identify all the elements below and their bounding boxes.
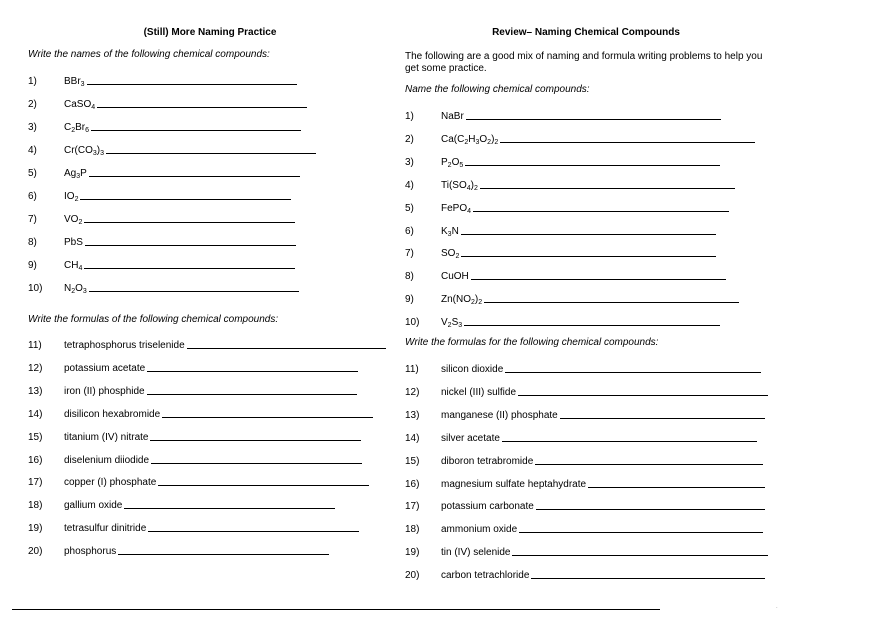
question-number: 14) [28,408,43,420]
compound-name: silver acetate [441,432,500,444]
question-number: 15) [28,431,43,443]
question-item [405,430,757,444]
question-item [28,360,358,374]
question-item [405,314,720,328]
question-number: 7) [28,214,37,225]
question-number: 18) [405,524,420,536]
question-item [405,498,765,512]
formula-part: ) [491,133,495,145]
right-names-instruction: Name the following chemical compounds: [405,84,590,95]
question-item [405,521,763,535]
right-title: Review– Naming Chemical Compounds [492,27,680,38]
answer-blank[interactable] [473,211,729,212]
question-item [405,361,761,375]
formula-part: S [451,317,459,329]
chemical-formula [441,134,500,145]
formula-part: PbS [64,237,83,248]
formula-part: V [441,317,448,329]
page-mark: . [776,604,778,610]
chemical-formula [441,203,473,214]
formula-subscript: 2 [447,322,452,330]
formula-subscript: 4 [466,184,471,192]
question-item [28,73,297,87]
answer-blank[interactable] [560,418,765,419]
answer-blank[interactable] [124,508,335,509]
answer-blank[interactable] [464,325,720,326]
answer-blank[interactable] [461,256,716,257]
formula-part: P [80,168,87,179]
compound-name: titanium (IV) nitrate [64,431,149,443]
answer-blank[interactable] [531,578,765,579]
question-number: 19) [28,523,43,535]
question-item [28,165,300,179]
answer-blank[interactable] [484,302,739,303]
question-item [405,268,726,282]
answer-blank[interactable] [80,199,291,200]
question-number: 1) [405,111,414,122]
question-item [405,567,765,581]
answer-blank[interactable] [588,487,765,488]
question-item [405,476,765,490]
formula-subscript: 5 [459,161,464,169]
compound-name: potassium acetate [64,362,146,374]
answer-blank[interactable] [158,485,369,486]
answer-blank[interactable] [147,371,358,372]
answer-blank[interactable] [187,348,386,349]
question-item [28,429,361,443]
question-number: 18) [28,500,43,512]
right-intro-line-2: get some practice. [405,63,487,74]
answer-blank[interactable] [147,394,357,395]
question-number: 5) [28,168,37,179]
answer-blank[interactable] [91,130,301,131]
answer-blank[interactable] [118,554,329,555]
question-number: 13) [28,385,43,397]
question-item [28,234,296,248]
formula-part: P [441,156,448,168]
question-item [405,131,755,145]
formula-subscript: 4 [91,104,96,111]
question-number: 15) [405,455,420,467]
question-item [28,474,369,488]
question-number: 20) [28,546,43,558]
compound-name: phosphorus [64,546,117,558]
chemical-formula [64,145,106,156]
formula-part: ) [96,145,101,156]
formula-part: Zn(NO [441,294,471,306]
answer-blank[interactable] [148,531,359,532]
formula-part: H [468,133,476,145]
chemical-formula [64,168,89,179]
question-number: 11) [405,364,419,375]
question-number: 6) [405,225,414,237]
chemical-formula [64,260,84,271]
answer-blank[interactable] [535,464,763,465]
question-item [405,223,716,237]
question-item [28,188,291,202]
formula-subscript: 2 [474,184,478,192]
question-number: 12) [405,386,420,398]
compound-name: silicon dioxide [441,364,504,375]
question-item [28,337,386,351]
question-number: 17) [28,477,43,489]
formula-subscript: 3 [100,150,105,157]
formula-part: ) [474,294,479,306]
answer-blank[interactable] [89,176,300,177]
right-intro [405,51,762,75]
chemical-formula [64,214,84,225]
formula-part: N [64,283,72,294]
question-number: 16) [28,454,43,466]
footer-rule [12,609,660,610]
formula-subscript: 3 [82,288,87,295]
compound-name: disilicon hexabromide [64,408,161,420]
answer-blank[interactable] [84,268,295,269]
question-item [28,497,335,511]
question-item [28,383,357,397]
formula-part: CuOH [441,271,469,283]
formula-subscript: 2 [447,161,452,169]
formula-part: O [75,283,83,294]
question-number: 1) [28,76,37,87]
formula-subscript: 2 [78,219,83,226]
question-number: 2) [28,99,37,110]
compound-name: nickel (III) sulfide [441,386,517,398]
compound-name: gallium oxide [64,500,123,512]
formula-part: CH [64,260,79,271]
chemical-formula [64,191,80,202]
left-formulas-instruction: Write the formulas of the following chemical compounds: [28,314,279,325]
compound-name: ammonium oxide [441,524,518,536]
formula-part: IO [64,191,75,202]
question-item [28,406,373,420]
compound-name: tetraphosphorus triselenide [64,340,185,351]
compound-name: potassium carbonate [441,501,534,513]
answer-blank[interactable] [162,417,373,418]
formula-subscript: 2 [487,138,492,146]
question-item [405,177,735,191]
formula-subscript: 3 [76,173,81,180]
question-item [405,200,729,214]
question-number: 12) [28,362,43,374]
question-number: 2) [405,133,414,145]
question-item [28,520,359,534]
question-number: 4) [405,179,414,191]
formula-subscript: 2 [471,299,475,307]
question-item [28,211,295,225]
chemical-formula [441,271,471,282]
question-number: 7) [405,248,414,260]
formula-subscript: 4 [467,207,472,215]
formula-part: Br [75,122,86,133]
formula-subscript: 3 [447,230,452,238]
formula-subscript: 2 [494,138,499,146]
chemical-formula [441,248,461,259]
question-number: 10) [405,317,420,329]
question-number: 5) [405,202,414,214]
question-number: 3) [405,156,414,168]
chemical-formula [441,157,465,168]
question-number: 9) [28,260,37,271]
question-number: 17) [405,501,420,513]
left-title: (Still) More Naming Practice [143,27,277,38]
formula-part: C [64,122,72,133]
compound-name: tetrasulfur dinitride [64,523,147,535]
formula-part: K [441,225,448,237]
answer-blank[interactable] [519,532,763,533]
chemical-formula [441,111,466,122]
question-number: 9) [405,294,414,306]
chemical-formula [64,237,85,248]
formula-part: Ti(SO [441,179,467,191]
question-item [405,384,768,398]
chemical-formula [441,317,464,328]
question-number: 14) [405,432,420,444]
compound-name: iron (II) phosphide [64,385,145,397]
question-number: 8) [405,271,414,283]
answer-blank[interactable] [151,463,362,464]
formula-part: Cr(CO [64,145,93,156]
answer-blank[interactable] [502,441,757,442]
question-item [405,154,720,168]
formula-part: O [479,133,488,145]
formula-subscript: 3 [92,150,97,157]
chemical-formula [441,226,461,237]
answer-blank[interactable] [89,291,299,292]
compound-name: diboron tetrabromide [441,455,534,467]
answer-blank[interactable] [500,142,755,143]
chemical-formula [441,180,480,191]
answer-blank[interactable] [518,395,768,396]
formula-part: VO [64,214,79,225]
question-number: 20) [405,570,420,582]
question-item [405,245,716,259]
answer-blank[interactable] [512,555,768,556]
question-number: 4) [28,145,37,156]
question-number: 8) [28,237,37,248]
formula-part: ) [470,179,474,191]
answer-blank[interactable] [465,165,720,166]
question-item [405,291,739,305]
question-item [28,543,329,557]
question-item [28,452,362,466]
question-item [28,96,307,110]
formula-subscript: 2 [71,127,76,134]
compound-name: tin (IV) selenide [441,547,511,559]
answer-blank[interactable] [85,245,296,246]
question-item [28,142,316,156]
question-number: 16) [405,478,420,490]
chemical-formula [441,294,484,305]
question-number: 19) [405,547,420,559]
question-item [405,407,765,421]
formula-subscript: 4 [78,265,83,272]
answer-blank[interactable] [150,440,361,441]
chemical-formula [64,122,91,133]
answer-blank[interactable] [536,509,765,510]
formula-part: NaBr [441,111,464,122]
question-number: 6) [28,191,37,202]
formula-subscript: 2 [71,288,76,295]
formula-subscript: 3 [80,81,85,88]
answer-blank[interactable] [84,222,295,223]
chemical-formula [64,76,87,87]
right-formulas-instruction: Write the formulas for the following chemical compounds: [405,337,659,348]
formula-subscript: 3 [475,138,480,146]
answer-blank[interactable] [466,119,721,120]
question-item [28,119,301,133]
compound-name: carbon tetrachloride [441,570,530,582]
formula-part: N [451,225,459,237]
formula-subscript: 2 [464,138,469,146]
compound-name: manganese (II) phosphate [441,409,558,421]
formula-part: CaSO [64,99,92,110]
left-names-instruction: Write the names of the following chemical compounds: [28,49,270,60]
answer-blank[interactable] [106,153,316,154]
compound-name: copper (I) phosphate [64,477,157,489]
answer-blank[interactable] [97,107,307,108]
formula-subscript: 2 [478,299,483,307]
right-intro-line-1: The following are a good mix of naming and formula writing problems to help you [405,51,763,62]
formula-part: Ag [64,168,77,179]
compound-name: magnesium sulfate heptahydrate [441,478,587,490]
chemical-formula [64,283,89,294]
answer-blank[interactable] [87,84,297,85]
question-number: 10) [28,283,43,294]
question-item [28,280,299,294]
answer-blank[interactable] [471,279,726,280]
formula-part: BBr [64,76,81,87]
compound-name: diselenium diiodide [64,454,150,466]
question-number: 11) [28,340,42,351]
formula-part: SO [441,248,456,260]
question-item [405,108,721,122]
formula-part: Ca(C [441,133,465,145]
question-number: 13) [405,409,420,421]
answer-blank[interactable] [505,372,761,373]
question-item [405,544,768,558]
answer-blank[interactable] [461,234,716,235]
formula-subscript: 2 [74,196,79,203]
formula-part: FePO [441,202,468,214]
chemical-formula [64,99,97,110]
formula-subscript: 3 [458,322,463,330]
question-item [405,453,763,467]
formula-part: O [451,156,460,168]
answer-blank[interactable] [480,188,735,189]
formula-subscript: 6 [85,127,90,134]
question-number: 3) [28,122,37,133]
formula-subscript: 2 [455,253,460,261]
question-item [28,257,295,271]
